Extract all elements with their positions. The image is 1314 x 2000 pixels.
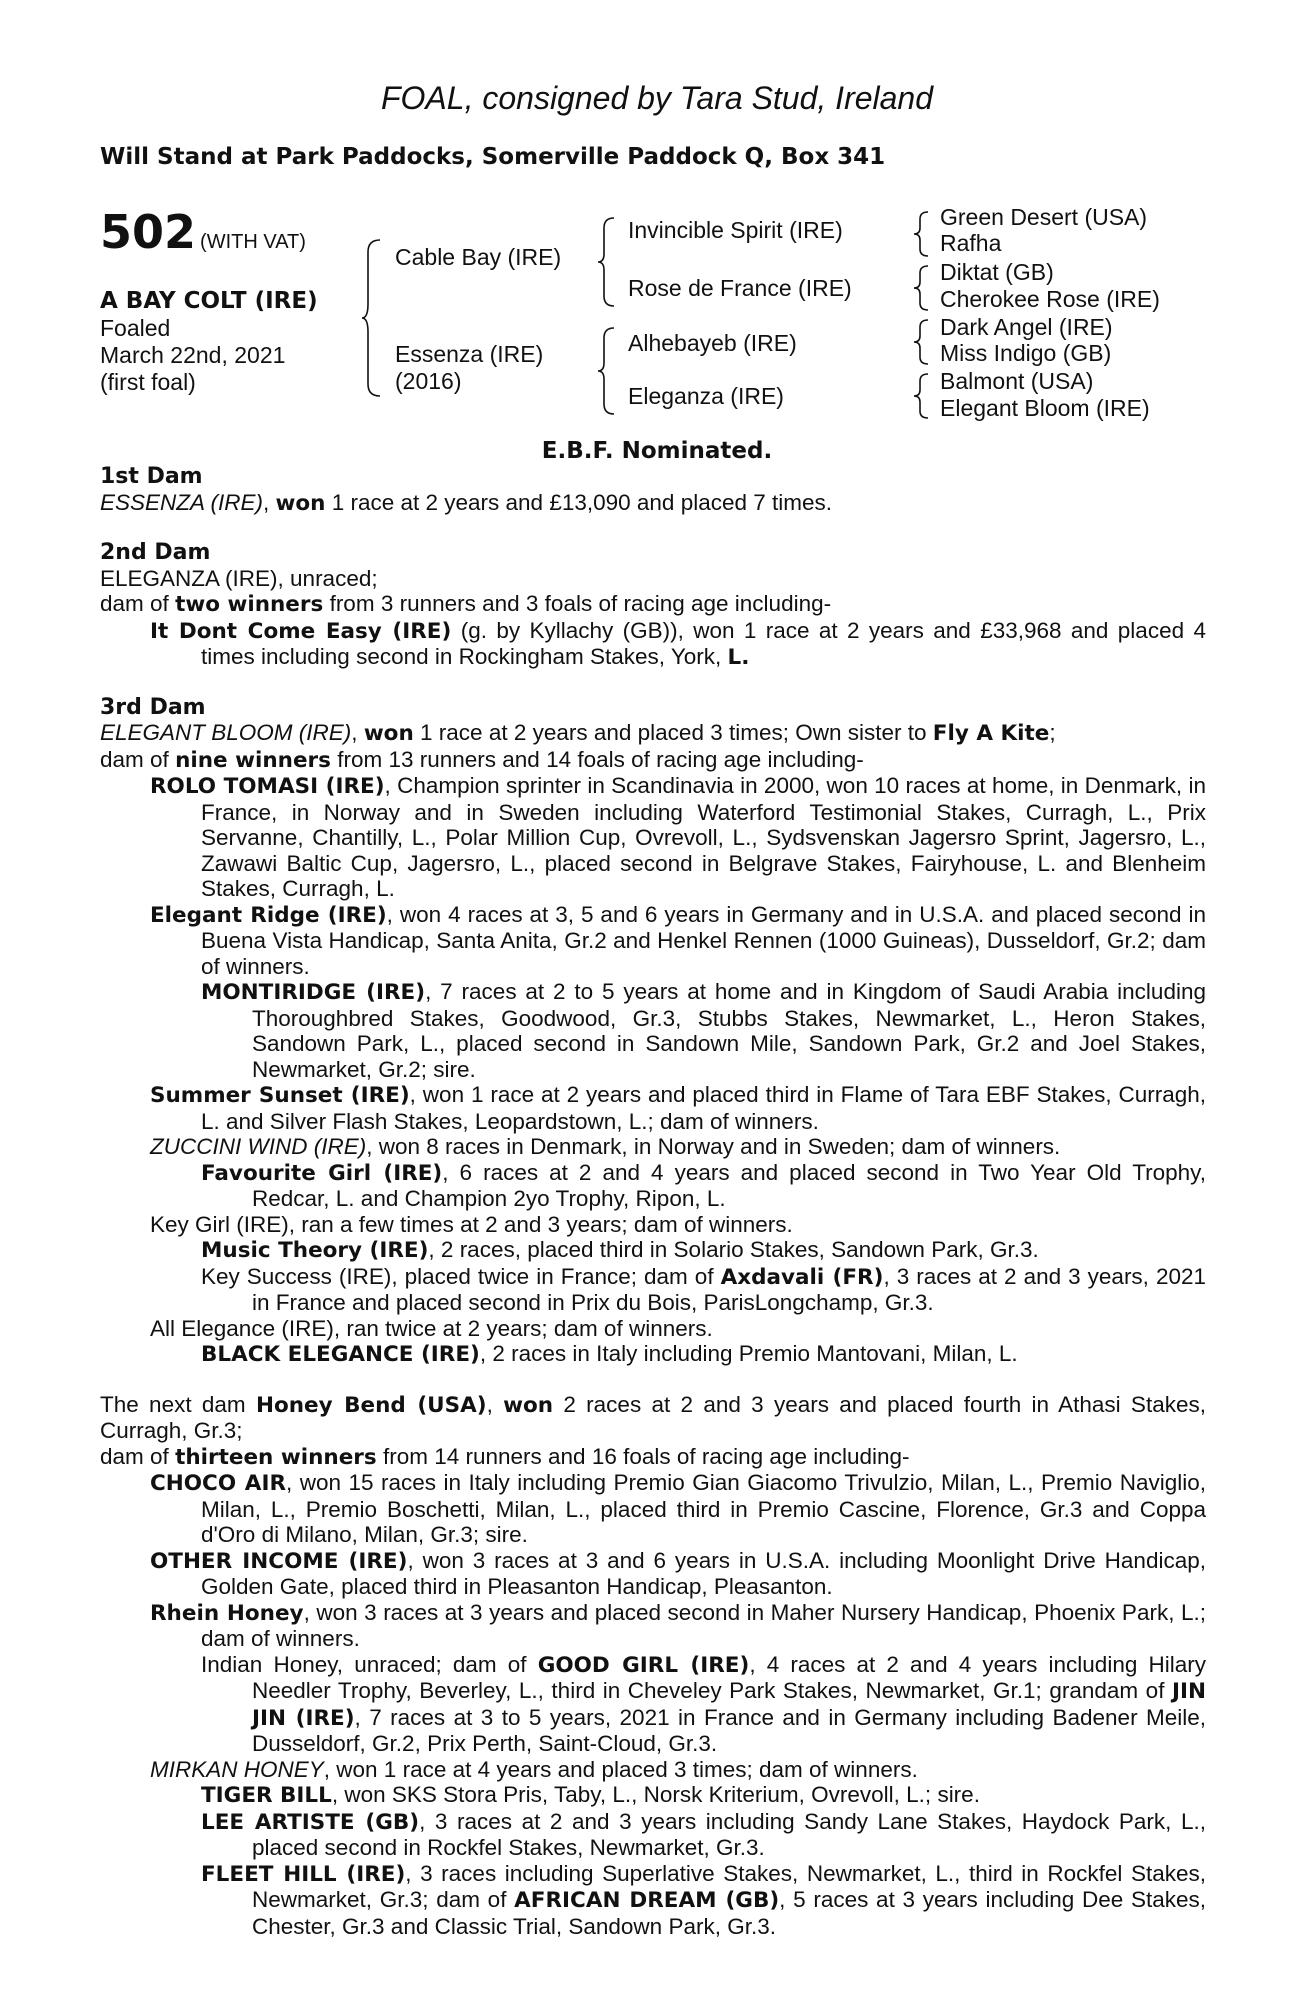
runner-fleet-hill: FLEET HILL (IRE), 3 races including Superlative Stakes, Newmarket, L., third in Rockfel Stakes, Newmarket, Gr.3; dam of AFRICAN DREAM (GB), 5 races at 3 years including Dee Stakes, Chester, Gr.3 and Classic Trial, Sandown Park, Gr.3. [201,1860,1206,1939]
pedigree-dam-year: (2016) [395,368,462,394]
first-dam-text: ESSENZA (IRE), won 1 race at 2 years and £13,090 and placed 7 times. [100,489,833,516]
first-dam-section [100,464,1206,516]
second-dam-line: ELEGANZA (IRE), unraced; [100,565,378,591]
horse-name: A BAY COLT (IRE) [100,288,318,314]
third-dam-section [100,695,1206,1368]
ebf-nominated: E.B.F. Nominated. [541,438,773,464]
runner-black-elegance: BLACK ELEGANCE (IRE), 2 races in Italy including Premio Mantovani, Milan, L. [201,1341,1018,1367]
runner-other-income: OTHER INCOME (IRE), won 3 races at 3 and 6 years in U.S.A. including Moonlight Drive Handicap, Golden Gate, placed third in Pleasanton Handicap, Pleasanton. [150,1547,1206,1599]
next-dam-section [100,1392,1206,1940]
runner-key-success: Key Success (IRE), placed twice in France; dam of Axdavali (FR), 3 races at 2 and 3 years, 2021 in France and placed second in Prix du Bois, ParisLongchamp, Gr.3. [201,1263,1207,1315]
pedigree-gen3-1: Green Desert (USA) [940,204,1148,230]
third-dam-title: 3rd Dam [100,694,206,720]
pedigree-brace-sire [596,216,618,308]
foaled-label: Foaled [100,315,171,341]
runner-rhein-honey: Rhein Honey, won 3 races at 3 years and placed second in Maher Nursery Handicap, Phoenix Park, L.; dam of winners. [150,1599,1206,1651]
runner-tiger-bill: TIGER BILL, won SKS Stora Pris, Taby, L., Norsk Kriterium, Ovrevoll, L.; sire. [201,1782,980,1808]
second-dam-produce: dam of two winners from 3 runners and 3 foals of racing age including- [100,591,832,617]
pedigree-gen3-5: Dark Angel (IRE) [940,314,1113,340]
runner-elegant-ridge: Elegant Ridge (IRE), won 4 races at 3, 5 and 6 years in Germany and in U.S.A. and placed second in Buena Vista Handicap, Santa Anita, Gr.2 and Henkel Rennen (1000 Guineas), Dusseldorf, Gr.2; dam of winners. [150,901,1206,979]
pedigree-brace-2 [912,264,932,312]
pedigree-brace-4 [912,372,932,420]
pedigree-gen3-8: Elegant Bloom (IRE) [940,395,1150,421]
runner-zuccini-wind: ZUCCINI WIND (IRE), won 8 races in Denmark, in Norway and in Sweden; dam of winners. [150,1134,1061,1159]
pedigree-gen3-7: Balmont (USA) [940,368,1094,394]
pedigree-brace-main [360,238,384,398]
third-dam-line: ELEGANT BLOOM (IRE), won 1 race at 2 years and placed 3 times; Own sister to Fly A Kite; [100,720,1056,746]
lot-number-block [100,205,306,259]
pedigree-sire: Cable Bay (IRE) [395,244,562,270]
stabling-location: Will Stand at Park Paddocks, Somerville Paddock Q, Box 341 [100,144,886,170]
pedigree-gen3-6: Miss Indigo (GB) [940,340,1112,366]
runner-summer-sunset: Summer Sunset (IRE), won 1 race at 2 years and placed third in Flame of Tara EBF Stakes, Curragh, L. and Silver Flash Stakes, Leopardstown, L.; dam of winners. [150,1082,1206,1134]
catalogue-body [100,464,1206,1939]
pedigree-gen3-3: Diktat (GB) [940,259,1054,285]
second-dam-section [100,540,1206,671]
runner-mirkan-honey: MIRKAN HONEY, won 1 race at 4 years and placed 3 times; dam of winners. [150,1756,918,1782]
pedigree-dam-sire: Alhebayeb (IRE) [628,330,797,356]
runner-key-girl: Key Girl (IRE), ran a few times at 2 and 3 years; dam of winners. [150,1211,793,1237]
runner-montiridge: MONTIRIDGE (IRE), 7 races at 2 to 5 years at home and in Kingdom of Saudi Arabia including Thoroughbred Stakes, Goodwood, Gr.3, Stubbs Stakes, Newmarket, L., Heron Stakes, Sandown Park, L., placed second in Sandown Mile, Sandown Park, Gr.2 and Joel Stakes, Newmarket, Gr.2; sire. [201,979,1206,1082]
runner-music-theory: Music Theory (IRE), 2 races, placed third in Solario Stakes, Sandown Park, Gr.3. [201,1237,1039,1263]
pedigree-brace-3 [912,318,932,366]
second-dam-runner: It Dont Come Easy (IRE) (g. by Kyllachy (GB)), won 1 race at 2 years and £33,968 and placed 4 times including second in Rockingham Stakes, York, L. [150,617,1206,670]
third-dam-produce: dam of nine winners from 13 runners and 14 foals of racing age including- [100,746,864,773]
runner-all-elegance: All Elegance (IRE), ran twice at 2 years; dam of winners. [150,1315,713,1341]
runner-indian-honey: Indian Honey, unraced; dam of GOOD GIRL (IRE), 4 races at 2 and 4 years including Hilary Needler Trophy, Beverley, L., third in Cheveley Park Stakes, Newmarket, Gr.1; grandam of JIN JIN (IRE), 7 races at 3 to 5 years, 2021 in France and in Germany including Badener Meile, Dusseldorf, Gr.2, Prix Perth, Saint-Cloud, Gr.3. [201,1651,1206,1756]
consignor-heading: FOAL, consigned by Tara Stud, Ireland [380,80,934,116]
lot-number: 502 [100,205,197,259]
pedigree-sire-sire: Invincible Spirit (IRE) [628,217,843,243]
runner-favourite-girl: Favourite Girl (IRE), 6 races at 2 and 4 years and placed second in Two Year Old Trophy, Redcar, L. and Champion 2yo Trophy, Ripon, L. [201,1159,1206,1211]
runner-lee-artiste: LEE ARTISTE (GB), 3 races at 2 and 3 years including Sandy Lane Stakes, Haydock Park, L., placed second in Rockfel Stakes, Newmarket, Gr.3. [201,1808,1206,1860]
runner-rolo-tomasi: ROLO TOMASI (IRE), Champion sprinter in Scandinavia in 2000, won 10 races at home, in Denmark, in France, in Norway and in Sweden including Waterford Testimonial Stakes, Curragh, L., Prix Servanne, Chantilly, L., Polar Million Cup, Ovrevoll, L., Sydsvenskan Jagersro Sprint, Jagersro, L., Zawawi Baltic Cup, Jagersro, L., placed second in Belgrave Stakes, Fairyhouse, L. and Blenheim Stakes, Curragh, L. [150,773,1207,901]
pedigree-brace-dam [596,326,618,416]
horse-details [100,288,318,396]
runner-choco-air: CHOCO AIR, won 15 races in Italy including Premio Gian Giacomo Trivulzio, Milan, L., Premio Naviglio, Milan, L., Premio Boschetti, Milan, L., placed third in Premio Cascine, Florence, Gr.3 and Coppa d'Oro di Milano, Milan, Gr.3; sire. [150,1470,1206,1547]
pedigree-gen3-2: Rafha [940,230,1002,256]
pedigree-dam: Essenza (IRE) [395,341,544,367]
pedigree-gen3-4: Cherokee Rose (IRE) [940,286,1160,312]
foal-note: (first foal) [100,369,196,395]
next-dam-line: The next dam Honey Bend (USA), won 2 races at 2 and 3 years and placed fourth in Athasi Stakes, Curragh, Gr.3; [100,1391,1206,1443]
second-dam-title: 2nd Dam [100,540,211,565]
pedigree-sire-dam: Rose de France (IRE) [628,275,852,301]
first-dam-title: 1st Dam [100,464,203,489]
pedigree-dam-dam: Eleganza (IRE) [628,383,784,409]
pedigree-brace-1 [912,210,932,258]
next-dam-produce: dam of thirteen winners from 14 runners and 16 foals of racing age including- [100,1443,910,1470]
vat-note: (WITH VAT) [200,231,306,253]
foaled-date: March 22nd, 2021 [100,342,286,368]
